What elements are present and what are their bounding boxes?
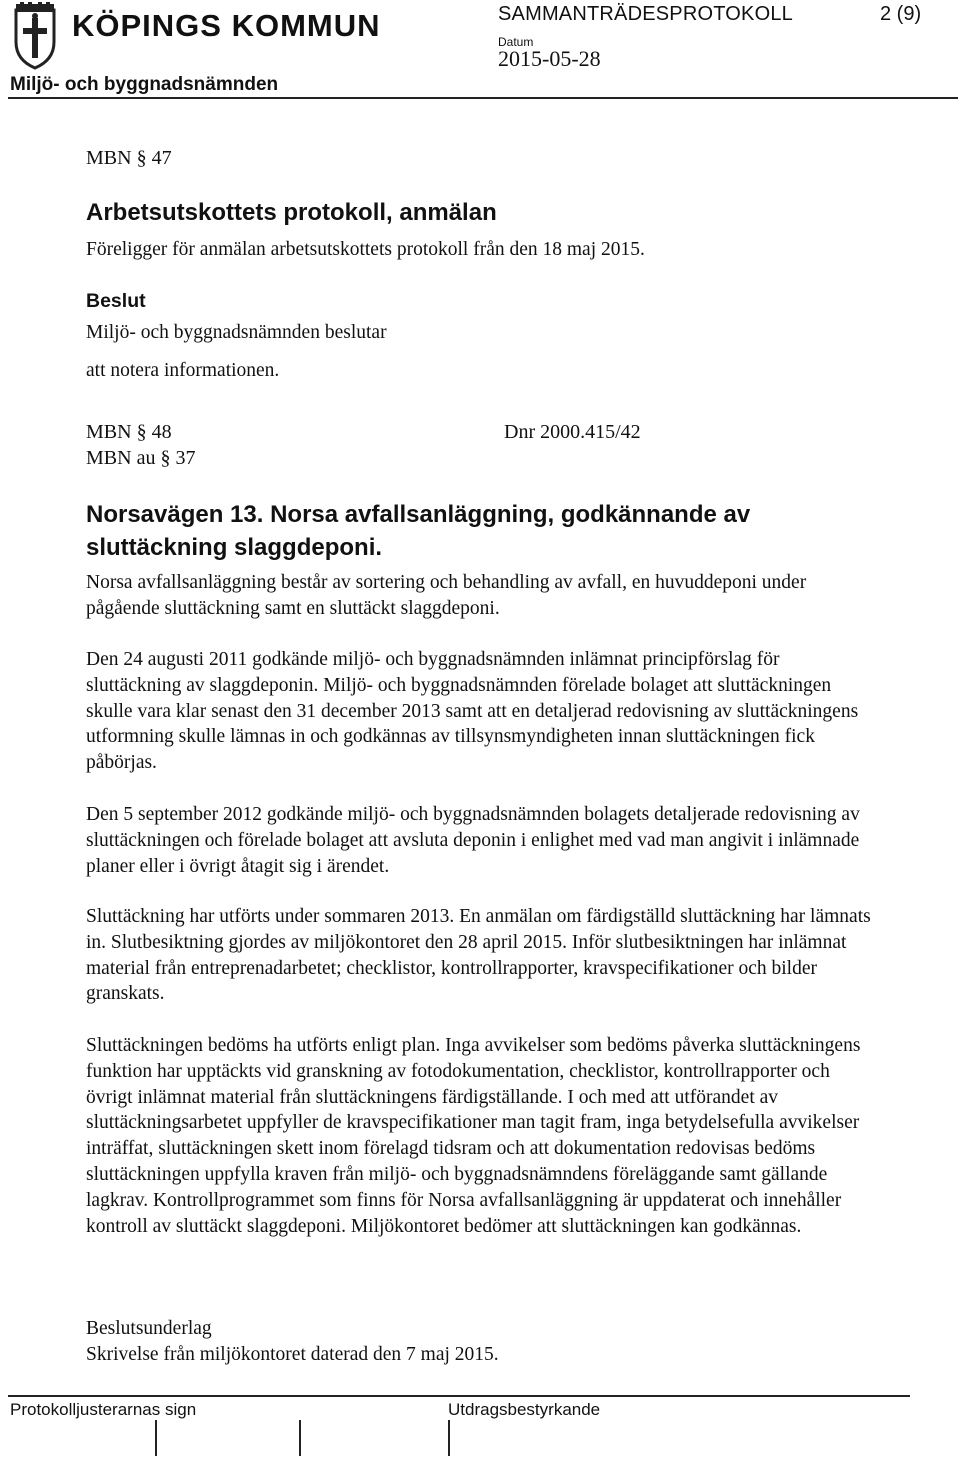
department-name: Miljö- och byggnadsnämnden xyxy=(10,74,279,95)
paragraph: Norsa avfallsanläggning består av sortering och behandling av avfall, en huvuddeponi under pågående sluttäckning samt en sluttäckt slaggdeponi. xyxy=(86,572,807,619)
item-id: MBN § 47 xyxy=(86,147,172,169)
certification-label: Utdragsbestyrkande xyxy=(448,1400,601,1419)
signature-box-divider xyxy=(448,1420,450,1456)
item-text: Föreligger för anmälan arbetsutskottets protokoll från den 18 maj 2015. xyxy=(86,239,645,260)
paragraph: Den 5 september 2012 godkände miljö- och byggnadsnämnden bolagets detaljerade redovisning av sluttäckningen och förelade bolaget att avsluta deponin i enlighet med vad man angivit i inlämnade planer eller i övrigt åtagit sig i ärendet. xyxy=(86,804,860,877)
paragraph: Sluttäckningen bedöms ha utförts enligt plan. Inga avvikelser som bedöms påverka sluttäckningens funktion har upptäckts vid granskning av fotodokumentation, checklistor, kontrollrapporter och övrigt inlämnat material från sluttäckningens färdigställande. I och med att utförandet av sluttäckningsarbetet uppfyller de kravspecifikationer man tagit fram, inga betydelsefulla avvikelser inträffat, sluttäckningen skett inom förelagd tidsram och att dokumentation redovisas bedöms sluttäckningen uppfylla kraven från miljö- och byggnadsnämndens föreläggande samt gällande lagkrav. Kontrollprogrammet som finns för Norsa avfallsanläggning är uppdaterat och innehåller kontroll av sluttäckt slaggdeponi. Miljökontoret bedömer att sluttäckningen kan godkännas. xyxy=(86,1035,861,1237)
paragraph: Sluttäckning har utförts under sommaren 2013. En anmälan om färdigställd sluttäckning har lämnats in. Slutbesiktning gjordes av miljökontoret den 28 april 2015. Inför slutbesiktningen har inlämnat material från entreprenadarbetet; checklistor, kontrollrapporter, kravspecifikationer och bilder granskats. xyxy=(86,906,871,1005)
header-divider xyxy=(8,97,958,99)
diary-number: Dnr 2000.415/42 xyxy=(504,421,641,443)
item-heading: Arbetsutskottets protokoll, anmälan xyxy=(86,199,497,226)
org-name: KÖPINGS KOMMUN xyxy=(72,8,381,43)
footer-divider xyxy=(8,1395,910,1397)
decision-line: att notera informationen. xyxy=(86,360,280,381)
item-id: MBN § 48 xyxy=(86,421,172,443)
coat-of-arms-icon xyxy=(10,2,60,70)
paragraph: Den 24 augusti 2011 godkände miljö- och byggnadsnämnden inlämnat principförslag för sluttäckning av slaggdeponin. Miljö- och byggnadsnämnden förelade bolaget att sluttäckningen skulle vara klar senast den 31 december 2013 samt att en detaljerad redovisning av sluttäckningens utformning skulle lämnas in och godkännas av tillsynsmyndigheten innan sluttäckningen fick påbörjas. xyxy=(86,649,859,774)
date-label: Datum xyxy=(498,35,534,49)
date-value: 2015-05-28 xyxy=(498,46,601,71)
document-type: SAMMANTRÄDESPROTOKOLL xyxy=(498,3,794,25)
basis-heading: Beslutsunderlag xyxy=(86,1318,212,1339)
decision-heading: Beslut xyxy=(86,290,146,312)
signature-label: Protokolljusterarnas sign xyxy=(10,1400,197,1419)
decision-line: Miljö- och byggnadsnämnden beslutar xyxy=(86,322,387,343)
committee-reference: MBN au § 37 xyxy=(86,447,196,469)
page-number: 2 (9) xyxy=(880,3,922,25)
item-heading: Norsavägen 13. Norsa avfallsanläggning, godkännande av sluttäckning slaggdeponi. xyxy=(86,501,751,561)
kommun-logo xyxy=(8,0,381,72)
basis-text: Skrivelse från miljökontoret daterad den 7 maj 2015. xyxy=(86,1344,499,1365)
signature-box-divider xyxy=(155,1420,157,1456)
signature-box-divider xyxy=(299,1420,301,1456)
